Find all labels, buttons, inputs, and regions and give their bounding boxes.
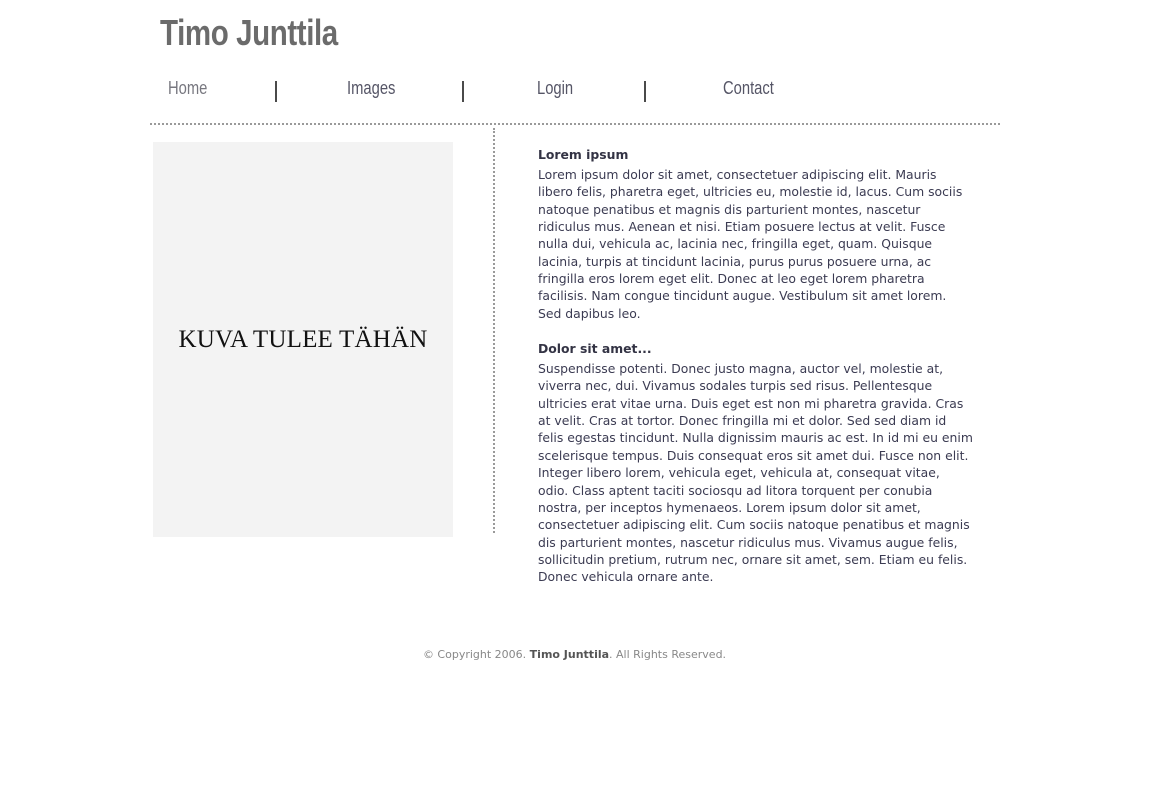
- main-nav: [150, 78, 1000, 108]
- main-content: [538, 146, 978, 604]
- section-body: Lorem ipsum dolor sit amet, consectetuer adipiscing elit. Mauris libero felis, pharetra eget, ultricies eu, molestie id, lacus. Cum sociis natoque penatibus et magnis dis parturient montes, nascetur ridiculus mus. Aenean et nisi. Etiam posuere lectus at velit. Fusce nulla dui, vehicula ac, lacinia nec, fringilla eget, quam. Quisque lacinia, turpis at tincidunt lacinia, purus purus posuere urna, ac fringilla eros lorem eget elit. Donec at leo eget lorem pharetra facilisis. Nam congue tincidunt augue. Vestibulum sit amet lorem. Sed dapibus leo.: [538, 167, 963, 321]
- column-divider: [493, 128, 495, 533]
- footer-name: Timo Junttila: [529, 648, 610, 661]
- site-title: Timo Junttila: [160, 12, 338, 53]
- nav-images[interactable]: Images: [347, 78, 396, 98]
- section-heading: Lorem ipsum: [538, 147, 629, 162]
- nav-login[interactable]: Login: [537, 78, 574, 98]
- nav-separator: [275, 81, 277, 102]
- footer-copyright: © Copyright 2006.: [422, 648, 530, 661]
- image-placeholder-text: KUVA TULEE TÄHÄN: [178, 325, 428, 353]
- nav-separator: [462, 81, 464, 102]
- nav-home[interactable]: Home: [168, 78, 208, 98]
- nav-contact[interactable]: Contact: [723, 78, 774, 98]
- nav-separator: [644, 81, 646, 102]
- section-heading: Dolor sit amet...: [538, 341, 652, 357]
- image-placeholder: [153, 142, 453, 537]
- footer-rights: . All Rights Reserved.: [609, 648, 727, 661]
- section-body: Suspendisse potenti. Donec justo magna, auctor vel, molestie at, viverra nec, dui. Vivamus sodales turpis sed risus. Pellentesque ultricies erat vitae urna. Duis eget est non mi pharetra gravida. Cras at velit. Cras at tortor. Donec fringilla mi et dolor. Sed sed diam id felis egestas tincidunt. Nulla dignissim mauris ac est. In id mi eu enim scelerisque tempus. Duis consequat eros sit amet dui. Fusce non elit. Integer libero lorem, vehicula eget, vehicula at, consequat vitae, odio. Class aptent taciti sociosqu ad litora torquent per conubia nostra, per inceptos hymenaeos. Lorem ipsum dolor sit amet, consectetuer adipiscing elit. Cum sociis natoque penatibus et magnis dis parturient montes, nascetur ridiculus mus. Vivamus augue felis, sollicitudin pretium, rutrum nec, ornare sit amet, sem. Etiam eu felis. Donec vehicula ornare ante.: [538, 361, 973, 585]
- header-divider: [150, 123, 1000, 125]
- footer: [0, 648, 1149, 661]
